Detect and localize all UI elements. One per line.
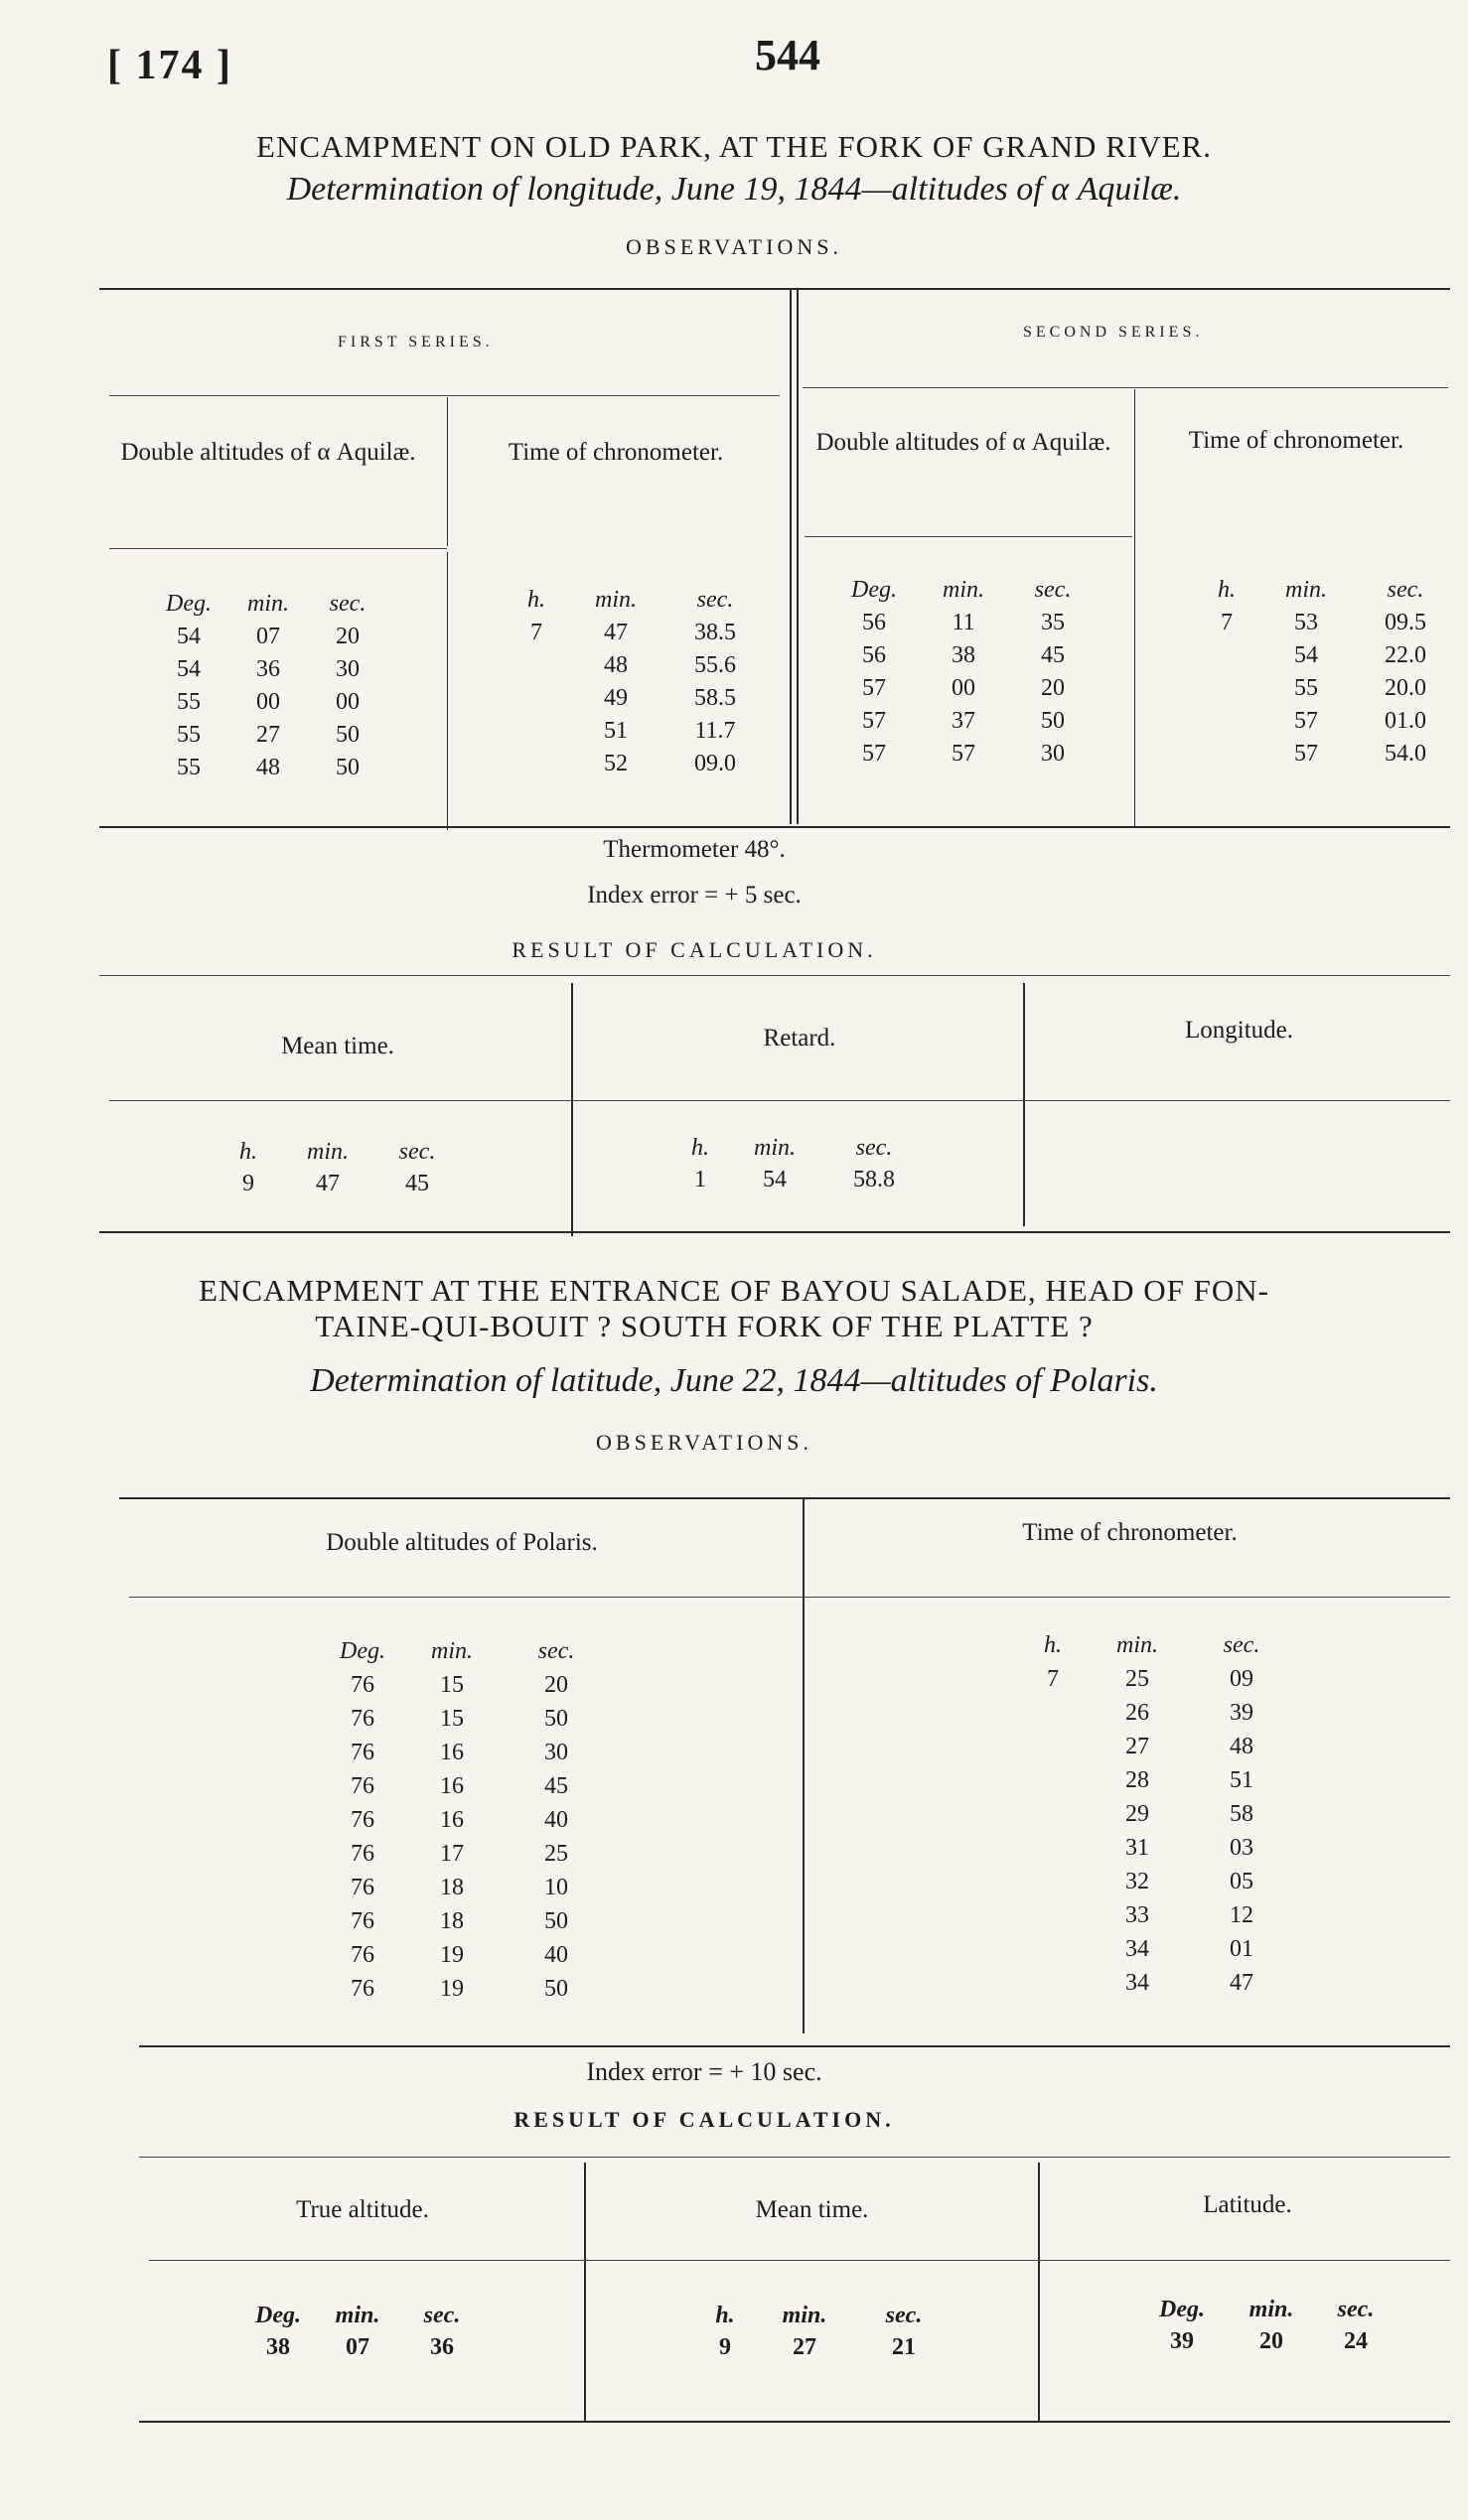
cell: 38.5 bbox=[694, 620, 736, 645]
cell bbox=[507, 748, 566, 780]
cell bbox=[1023, 1898, 1083, 1932]
cell: 34 bbox=[1125, 1936, 1149, 1962]
cell: 76 bbox=[351, 1841, 374, 1867]
cell bbox=[1197, 738, 1256, 770]
cell bbox=[507, 715, 566, 748]
cell: 09 bbox=[1230, 1666, 1253, 1692]
cell: 01 bbox=[1230, 1936, 1253, 1962]
cell: 39 bbox=[1230, 1700, 1253, 1726]
unit-sec: sec. bbox=[1034, 577, 1072, 603]
rule bbox=[109, 395, 780, 396]
divider bbox=[797, 288, 799, 824]
cell: 16 bbox=[440, 1773, 464, 1799]
cell bbox=[1023, 1932, 1083, 1966]
cell bbox=[1023, 1865, 1083, 1898]
second-series-label: SECOND SERIES. bbox=[1023, 324, 1204, 341]
unit-min: min. bbox=[1116, 1632, 1158, 1658]
unit-sec: sec. bbox=[423, 2303, 461, 2328]
unit-h: h. bbox=[1218, 577, 1236, 603]
divider bbox=[803, 1497, 805, 2033]
cell bbox=[1023, 1966, 1083, 2000]
rule bbox=[139, 2157, 1450, 2158]
section2-altitudes bbox=[328, 1634, 606, 2006]
rule bbox=[99, 288, 1450, 290]
cell: 00 bbox=[952, 675, 975, 701]
unit-deg: Deg. bbox=[851, 577, 897, 603]
cell: 20 bbox=[336, 624, 360, 649]
cell: 45 bbox=[405, 1171, 429, 1196]
cell: 31 bbox=[1125, 1835, 1149, 1861]
cell: 48 bbox=[604, 652, 628, 678]
rule bbox=[149, 2260, 1450, 2261]
cell: 11 bbox=[952, 610, 975, 635]
rule bbox=[139, 2421, 1450, 2423]
cell: 55.6 bbox=[694, 652, 736, 678]
divider bbox=[571, 983, 573, 1236]
cell: 01.0 bbox=[1385, 708, 1426, 734]
cell: 56 bbox=[862, 610, 886, 635]
cell: 45 bbox=[1041, 642, 1065, 668]
cell: 30 bbox=[544, 1740, 568, 1765]
unit-min: min. bbox=[754, 1135, 796, 1161]
unit-sec: sec. bbox=[696, 587, 734, 613]
cell: 03 bbox=[1230, 1835, 1253, 1861]
cell bbox=[1023, 1696, 1083, 1730]
cell: 54 bbox=[1294, 642, 1318, 668]
cell: 47 bbox=[316, 1171, 340, 1196]
cell: 1 bbox=[694, 1167, 706, 1192]
cell: 15 bbox=[440, 1672, 464, 1698]
section2-times bbox=[1023, 1628, 1291, 2000]
cell: 25 bbox=[544, 1841, 568, 1867]
rule bbox=[139, 2045, 1450, 2047]
cell: 76 bbox=[351, 1706, 374, 1732]
result1-header-longitude: Longitude. bbox=[1184, 1017, 1293, 1044]
cell: 57 bbox=[1294, 741, 1318, 767]
result2-true-altitude bbox=[243, 2300, 482, 2363]
result1-header-retard: Retard. bbox=[763, 1025, 836, 1051]
cell: 40 bbox=[544, 1807, 568, 1833]
rule bbox=[99, 975, 1450, 976]
section2-result-label: RESULT OF CALCULATION. bbox=[514, 2107, 895, 2132]
cell: 48 bbox=[1230, 1734, 1253, 1759]
cell: 16 bbox=[440, 1740, 464, 1765]
cell bbox=[1197, 639, 1256, 672]
unit-sec: sec. bbox=[885, 2303, 923, 2328]
cell: 40 bbox=[544, 1942, 568, 1968]
bracket-page-ref: [ 174 ] bbox=[107, 43, 232, 88]
first-series-altitudes bbox=[149, 588, 387, 784]
cell: 30 bbox=[1041, 741, 1065, 767]
cell: 20 bbox=[1041, 675, 1065, 701]
cell: 58 bbox=[1230, 1801, 1253, 1827]
cell: 20 bbox=[1259, 2328, 1283, 2354]
section2-subtitle: Determination of latitude, June 22, 1844—altitudes of Polaris. bbox=[310, 1362, 1158, 1399]
cell: 29 bbox=[1125, 1801, 1149, 1827]
result2-header-mean-time: Mean time. bbox=[755, 2196, 869, 2223]
cell: 52 bbox=[604, 751, 628, 776]
unit-h: h. bbox=[715, 2303, 735, 2328]
cell: 76 bbox=[351, 1976, 374, 2002]
section1-result-label: RESULT OF CALCULATION. bbox=[512, 937, 877, 962]
rule bbox=[129, 1597, 1450, 1598]
unit-sec: sec. bbox=[1337, 2297, 1375, 2322]
section2-title-line2: TAINE-QUI-BOUIT ? SOUTH FORK OF THE PLATTE ? bbox=[315, 1309, 1094, 1343]
cell: 36 bbox=[256, 656, 280, 682]
cell: 57 bbox=[952, 741, 975, 767]
unit-deg: Deg. bbox=[340, 1638, 385, 1664]
cell: 54.0 bbox=[1385, 741, 1426, 767]
rule bbox=[109, 548, 447, 549]
cell: 00 bbox=[256, 689, 280, 715]
unit-min: min. bbox=[1285, 577, 1327, 603]
first-series-times bbox=[507, 584, 765, 780]
cell: 76 bbox=[351, 1773, 374, 1799]
cell: 56 bbox=[862, 642, 886, 668]
cell: 50 bbox=[336, 755, 360, 780]
cell: 24 bbox=[1344, 2328, 1368, 2354]
cell: 21 bbox=[892, 2334, 916, 2360]
cell: 34 bbox=[1125, 1970, 1149, 1996]
cell: 22.0 bbox=[1385, 642, 1426, 668]
cell: 54 bbox=[177, 656, 201, 682]
cell: 7 bbox=[1221, 610, 1233, 635]
cell: 51 bbox=[604, 718, 628, 744]
cell: 35 bbox=[1041, 610, 1065, 635]
cell: 15 bbox=[440, 1706, 464, 1732]
cell: 55 bbox=[177, 755, 201, 780]
cell: 76 bbox=[351, 1875, 374, 1900]
cell: 76 bbox=[351, 1942, 374, 1968]
cell: 45 bbox=[544, 1773, 568, 1799]
cell: 55 bbox=[177, 722, 201, 748]
rule bbox=[99, 1231, 1450, 1233]
divider bbox=[1038, 2163, 1040, 2421]
result2-mean-time bbox=[695, 2300, 954, 2363]
unit-sec: sec. bbox=[329, 591, 367, 617]
unit-deg: Deg. bbox=[255, 2303, 301, 2328]
cell bbox=[1023, 1797, 1083, 1831]
cell: 09.5 bbox=[1385, 610, 1426, 635]
cell: 20 bbox=[544, 1672, 568, 1698]
cell: 36 bbox=[430, 2334, 454, 2360]
cell bbox=[1197, 705, 1256, 738]
cell: 07 bbox=[256, 624, 280, 649]
cell: 19 bbox=[440, 1976, 464, 2002]
second-series-alt-header: Double altitudes of α Aquilæ. bbox=[815, 429, 1111, 456]
cell: 07 bbox=[346, 2334, 369, 2360]
cell: 12 bbox=[1230, 1902, 1253, 1928]
unit-h: h. bbox=[691, 1135, 709, 1161]
cell: 20.0 bbox=[1385, 675, 1426, 701]
cell: 28 bbox=[1125, 1767, 1149, 1793]
cell: 58.8 bbox=[853, 1167, 895, 1192]
cell: 9 bbox=[719, 2334, 731, 2360]
cell: 27 bbox=[256, 722, 280, 748]
cell: 50 bbox=[1041, 708, 1065, 734]
cell: 48 bbox=[256, 755, 280, 780]
cell: 50 bbox=[544, 1976, 568, 2002]
cell: 37 bbox=[952, 708, 975, 734]
first-series-alt-header: Double altitudes of α Aquilæ. bbox=[120, 439, 416, 466]
cell: 17 bbox=[440, 1841, 464, 1867]
cell: 7 bbox=[530, 620, 542, 645]
cell: 38 bbox=[952, 642, 975, 668]
cell bbox=[1197, 672, 1256, 705]
cell: 50 bbox=[544, 1706, 568, 1732]
cell bbox=[1023, 1763, 1083, 1797]
divider bbox=[1023, 983, 1025, 1226]
unit-sec: sec. bbox=[1223, 1632, 1260, 1658]
cell: 47 bbox=[604, 620, 628, 645]
section1-observations-label: OBSERVATIONS. bbox=[626, 234, 842, 259]
cell bbox=[1023, 1730, 1083, 1763]
cell: 33 bbox=[1125, 1902, 1149, 1928]
section1-title: ENCAMPMENT ON OLD PARK, AT THE FORK OF GRAND RIVER. bbox=[256, 129, 1212, 164]
divider bbox=[447, 552, 448, 830]
cell: 38 bbox=[266, 2334, 290, 2360]
cell: 58.5 bbox=[694, 685, 736, 711]
divider bbox=[447, 397, 448, 546]
cell: 49 bbox=[604, 685, 628, 711]
divider bbox=[1134, 389, 1135, 826]
unit-min: min. bbox=[335, 2303, 380, 2328]
cell: 54 bbox=[763, 1167, 787, 1192]
section2-time-header: Time of chronometer. bbox=[1022, 1519, 1238, 1546]
first-series-time-header: Time of chronometer. bbox=[508, 439, 724, 466]
unit-min: min. bbox=[431, 1638, 473, 1664]
cell: 39 bbox=[1170, 2328, 1194, 2354]
cell: 51 bbox=[1230, 1767, 1253, 1793]
cell: 19 bbox=[440, 1942, 464, 1968]
cell: 9 bbox=[242, 1171, 254, 1196]
page-number: 544 bbox=[755, 31, 820, 79]
cell: 00 bbox=[336, 689, 360, 715]
cell: 57 bbox=[1294, 708, 1318, 734]
divider bbox=[584, 2163, 586, 2421]
cell: 25 bbox=[1125, 1666, 1149, 1692]
cell: 54 bbox=[177, 624, 201, 649]
cell: 05 bbox=[1230, 1869, 1253, 1894]
cell: 55 bbox=[1294, 675, 1318, 701]
cell: 11.7 bbox=[694, 718, 736, 744]
cell: 57 bbox=[862, 675, 886, 701]
section2-title-line1: ENCAMPMENT AT THE ENTRANCE OF BAYOU SALADE, HEAD OF FON- bbox=[199, 1273, 1269, 1308]
cell: 76 bbox=[351, 1672, 374, 1698]
result1-header-mean-time: Mean time. bbox=[281, 1033, 394, 1059]
result2-header-latitude: Latitude. bbox=[1203, 2191, 1292, 2218]
result2-header-true-altitude: True altitude. bbox=[296, 2196, 429, 2223]
unit-min: min. bbox=[782, 2303, 827, 2328]
unit-min: min. bbox=[307, 1139, 349, 1165]
unit-sec: sec. bbox=[398, 1139, 436, 1165]
unit-deg: Deg. bbox=[166, 591, 212, 617]
cell: 30 bbox=[336, 656, 360, 682]
section2-alt-header: Double altitudes of Polaris. bbox=[326, 1529, 598, 1556]
section1-subtitle: Determination of longitude, June 19, 1844—altitudes of α Aquilæ. bbox=[286, 171, 1182, 208]
result1-retard bbox=[675, 1132, 924, 1195]
unit-sec: sec. bbox=[1387, 577, 1424, 603]
thermometer-note: Thermometer 48°. bbox=[603, 836, 786, 863]
cell: 50 bbox=[544, 1908, 568, 1934]
result1-mean-time bbox=[219, 1136, 457, 1199]
second-series-times bbox=[1197, 574, 1455, 770]
unit-min: min. bbox=[595, 587, 637, 613]
result2-latitude bbox=[1142, 2294, 1391, 2357]
unit-min: min. bbox=[943, 577, 984, 603]
unit-sec: sec. bbox=[855, 1135, 893, 1161]
cell: 18 bbox=[440, 1875, 464, 1900]
unit-min: min. bbox=[247, 591, 289, 617]
cell: 27 bbox=[1125, 1734, 1149, 1759]
cell: 10 bbox=[544, 1875, 568, 1900]
section2-observations-label: OBSERVATIONS. bbox=[596, 1430, 812, 1455]
unit-deg: Deg. bbox=[1159, 2297, 1205, 2322]
cell: 53 bbox=[1294, 610, 1318, 635]
unit-h: h. bbox=[239, 1139, 257, 1165]
cell: 57 bbox=[862, 741, 886, 767]
rule bbox=[99, 826, 1450, 828]
cell: 76 bbox=[351, 1807, 374, 1833]
cell: 76 bbox=[351, 1908, 374, 1934]
cell bbox=[507, 682, 566, 715]
cell: 32 bbox=[1125, 1869, 1149, 1894]
unit-h: h. bbox=[1044, 1632, 1062, 1658]
rule bbox=[803, 387, 1448, 388]
divider bbox=[790, 288, 792, 824]
second-series-time-header: Time of chronometer. bbox=[1188, 427, 1404, 454]
cell: 7 bbox=[1047, 1666, 1059, 1692]
cell: 50 bbox=[336, 722, 360, 748]
cell: 27 bbox=[793, 2334, 816, 2360]
cell: 57 bbox=[862, 708, 886, 734]
cell bbox=[1023, 1831, 1083, 1865]
rule bbox=[109, 1100, 1450, 1101]
cell: 47 bbox=[1230, 1970, 1253, 1996]
cell: 16 bbox=[440, 1807, 464, 1833]
cell bbox=[507, 649, 566, 682]
cell: 55 bbox=[177, 689, 201, 715]
second-series-altitudes bbox=[834, 574, 1093, 770]
section1-index-error: Index error = + 5 sec. bbox=[587, 882, 802, 909]
cell: 26 bbox=[1125, 1700, 1149, 1726]
unit-h: h. bbox=[527, 587, 545, 613]
unit-sec: sec. bbox=[537, 1638, 575, 1664]
cell: 18 bbox=[440, 1908, 464, 1934]
rule bbox=[119, 1497, 1450, 1499]
section2-index-error: Index error = + 10 sec. bbox=[586, 2057, 822, 2086]
unit-min: min. bbox=[1248, 2297, 1294, 2322]
cell: 09.0 bbox=[694, 751, 736, 776]
rule bbox=[805, 536, 1132, 537]
first-series-label: FIRST SERIES. bbox=[338, 334, 494, 350]
cell: 76 bbox=[351, 1740, 374, 1765]
